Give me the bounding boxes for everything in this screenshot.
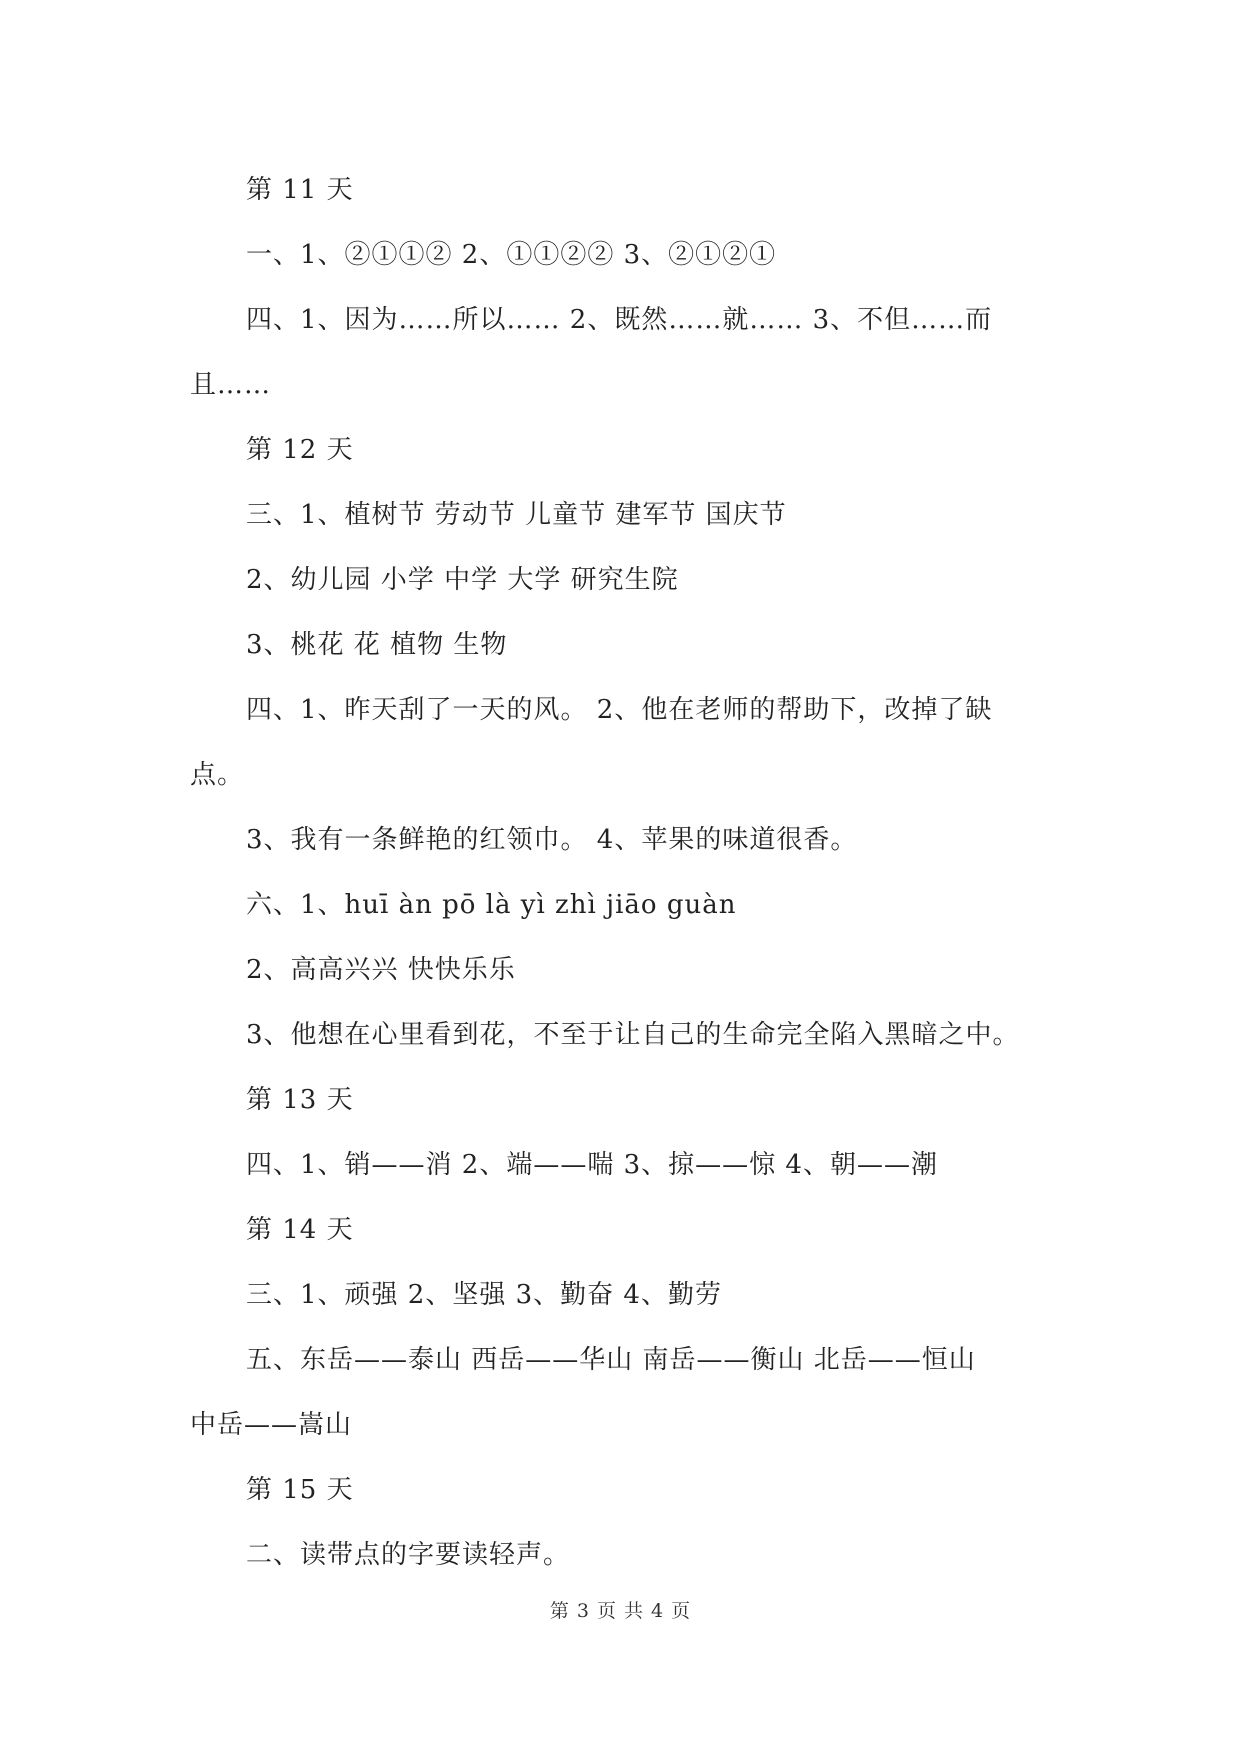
answer-line: 四、1、因为……所以…… 2、既然……就…… 3、不但……而 xyxy=(246,305,993,335)
answer-line: 三、1、顽强 2、坚强 3、勤奋 4、勤劳 xyxy=(246,1280,722,1310)
document-body xyxy=(190,158,1060,1588)
answer-line: 3、他想在心里看到花，不至于让自己的生命完全陷入黑暗之中。 xyxy=(246,1020,1020,1050)
answer-line-continuation: 且…… xyxy=(190,370,272,400)
answer-line: 四、1、销——消 2、端——喘 3、掠——惊 4、朝——潮 xyxy=(246,1150,938,1180)
answer-line: 三、1、植树节 劳动节 儿童节 建军节 国庆节 xyxy=(246,500,787,530)
answer-line: 五、东岳——泰山 西岳——华山 南岳——衡山 北岳——恒山 xyxy=(246,1345,976,1375)
answer-line: 四、1、昨天刮了一天的风。 2、他在老师的帮助下，改掉了缺 xyxy=(246,695,993,725)
answer-line-continuation: 点。 xyxy=(190,760,245,790)
answer-line: 二、读带点的字要读轻声。 xyxy=(246,1540,571,1570)
answer-line: 3、桃花 花 植物 生物 xyxy=(246,630,508,660)
answer-line: 2、高高兴兴 快快乐乐 xyxy=(246,955,516,985)
answer-line: 3、我有一条鲜艳的红领巾。 4、苹果的味道很香。 xyxy=(246,825,858,855)
answer-line-continuation: 中岳——嵩山 xyxy=(190,1410,353,1440)
answer-line: 2、幼儿园 小学 中学 大学 研究生院 xyxy=(246,565,679,595)
page-number-footer: 第 3 页 共 4 页 xyxy=(549,1600,692,1622)
day-heading: 第 13 天 xyxy=(246,1085,354,1115)
day-heading: 第 12 天 xyxy=(246,435,354,465)
day-heading: 第 15 天 xyxy=(246,1475,354,1505)
day-heading: 第 14 天 xyxy=(246,1215,354,1245)
answer-line: 六、1、huī àn pō là yì zhì jiāo guàn xyxy=(246,890,737,920)
answer-line: 一、1、②①①② 2、①①②② 3、②①②① xyxy=(246,240,777,270)
day-heading: 第 11 天 xyxy=(246,175,354,205)
